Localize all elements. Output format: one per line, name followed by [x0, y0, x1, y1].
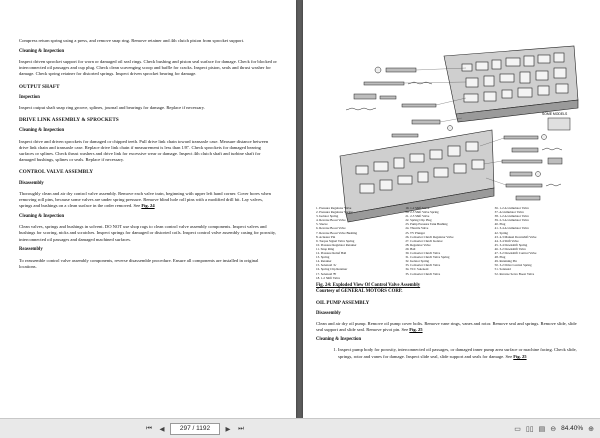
legend-item: 17. Solenoid 'B': [316, 271, 337, 276]
legend-mid-col: [405, 206, 488, 280]
page-number-input[interactable]: 297 / 1192: [170, 423, 220, 435]
legend-item: 28. Regulator Valve: [405, 242, 431, 247]
legend-item: 44. 3-4 Shift Valve: [494, 238, 519, 243]
legend-item: 42. Spring: [494, 230, 508, 235]
fig-25-link[interactable]: Fig. 25: [409, 327, 423, 333]
figure-legend: [316, 206, 578, 280]
legend-item: 5. Sleeve: [316, 222, 328, 227]
output-inspection-heading: Inspection: [19, 94, 40, 100]
legend-item: 34. TCC Solenoid: [405, 267, 429, 272]
legend-item: 43. 4-3 Manual Downshift Valve: [494, 234, 537, 239]
legend-item: 1. Pressure Regulator Valve: [316, 206, 352, 210]
view-controls: [514, 422, 594, 435]
intro-text: Compress return spring using a press, and remove snap ring. Remove retainer and 4th clutch piston from sprocket support.: [19, 38, 245, 43]
zoom-in-icon[interactable]: ⊕: [588, 425, 594, 433]
disassembly-heading: Disassembly: [19, 180, 44, 186]
legend-item: 33. Converter Clutch Valve: [405, 263, 441, 268]
two-page-icon[interactable]: ▯▯: [525, 425, 534, 433]
legend-right-col: [495, 206, 578, 280]
legend-item: 37. Accumulator Valve: [494, 210, 524, 215]
list-item: [338, 347, 578, 359]
output-inspection-text: Inspect output shaft snap ring groove, splines, journal and bearings for damage. Replace if necessary.: [19, 105, 205, 111]
legend-item: 52. Reverse Servo Boost Valve: [494, 271, 535, 276]
legend-item: 31. Converter Clutch Valve Spring: [405, 255, 450, 260]
legend-left-col: [316, 206, 399, 280]
legend-item: 11. Snap Ring: [316, 246, 335, 251]
viewer-toolbar: [0, 418, 600, 438]
legend-item: 6. Reverse Boost Valve: [316, 226, 346, 231]
oil-pump-ci-list: [316, 347, 578, 359]
legend-item: 9. Torque Signal Valve Spring: [316, 238, 355, 243]
legend-item: 16. Spring Clip Retainer: [316, 267, 348, 272]
disassembly-paragraph: [19, 191, 277, 210]
legend-item: 48. Plug: [494, 255, 506, 260]
legend-item: 10. Pressure Regulator Retainer: [316, 242, 357, 247]
upper-left-parts: [346, 67, 453, 137]
legend-item: 41. 3-4 Accumulator Valve: [494, 226, 529, 231]
control-valve-heading: CONTROL VALVE ASSEMBLY: [19, 169, 94, 176]
legend-item: 24. Throttle Valve: [405, 226, 429, 231]
zoom-level[interactable]: 84.40%: [561, 425, 584, 432]
fig-25-link-2[interactable]: Fig. 25: [513, 353, 527, 359]
oil-pump-ci-text: Inspect pump body for porosity, interconnected oil passages, or damaged inner pump area surface or machine facing. Check slide, springs, rotor and vanes for damage. Inspect slide seal, slide support and seals for damage. See: [338, 347, 577, 359]
legend-item: 20. 2-3 Shift Valve Spring: [405, 210, 439, 215]
fig-24-link[interactable]: Fig. 24: [141, 203, 155, 209]
reassembly-text: To reassemble control valve assembly components, reverse disassemble procedure. Ensure all components are installed in original locations.: [19, 257, 259, 269]
legend-item: 2. Pressure Regulator Spring: [316, 210, 353, 215]
drive-link-heading: DRIVE LINK ASSEMBLY & SPROCKETS: [19, 117, 119, 124]
cleaning-text: Inspect driven sprocket support for worn or damaged oil seal rings. Check bushing and piston seal surface for damage. Check for blocked or interconnected oil passages and cup plug. Check clean scavenging scoop and baffle for cracks. Inspect piston, seals and thrust washer for damage. Check spring retainer for distorted springs. Inspect driven sprocket bearing for damage.: [19, 59, 277, 77]
next-page-icon[interactable]: ▶: [225, 425, 231, 433]
legend-item: 19. 1-2 Shift Valve: [405, 206, 430, 210]
fit-width-icon[interactable]: ▤: [538, 425, 546, 433]
legend-item: 51. Solenoid: [494, 267, 511, 272]
oil-pump-disassembly-heading: Disassembly: [316, 310, 341, 316]
cv-ci-heading: Cleaning & Inspection: [19, 214, 65, 220]
oil-pump-ci-heading: Cleaning & Inspection: [316, 337, 362, 343]
figure-courtesy: Courtesy of GENERAL MOTORS CORP.: [316, 289, 403, 295]
last-page-icon[interactable]: ⏭: [238, 424, 244, 432]
reassembly-heading: Reassembly: [19, 247, 43, 253]
legend-item: 8. Actuator Pin: [316, 234, 336, 239]
page-navigation: [144, 422, 246, 435]
legend-item: 21. 2-3 Shift Valve: [405, 214, 430, 219]
legend-item: 36. 1-2 Accumulator Valve: [494, 206, 529, 210]
oil-pump-disassembly-text: Clean and air dry oil pump. Remove oil pump cover bolts. Remove vane rings, vanes and rotor. Remove seal and springs. Remove slide, slide seal support and slide seal. Remove pivot pin. See: [316, 320, 577, 333]
legend-item: 47. 3-2 Downshift Control Valve: [494, 251, 537, 256]
legend-item: 49. Retaining Pin: [494, 259, 517, 264]
legend-item: 25. TV Plunger: [405, 230, 425, 235]
legend-item: 23. Pump Pressure Tank Bushing: [405, 222, 448, 227]
right-page-content: [316, 283, 578, 360]
legend-item: 50. 3-2 Drive Control Spring: [494, 263, 532, 268]
legend-item: 46. 3-2 Downshift Valve: [494, 246, 526, 251]
cv-ci-text: Clean valves, springs and bushings in solvent. DO NOT use shop rags to clean control valve assembly components. Inspect valves and bushings for scoring, nicks and scratches. Inspect springs for damaged or distorted coils. Inspect control valve assembly casing for porosity, interconnected oil passages and damaged machined surfaces.: [19, 224, 277, 242]
legend-item: 45. 3-4 Downshift Spring: [494, 242, 528, 247]
legend-item: 14. Retainer: [316, 259, 332, 264]
legend-item: 27. Converter Clutch Isolator: [405, 238, 443, 243]
legend-item: 38. 1-2 Accumulator Valve: [494, 214, 529, 219]
legend-item: 29. Ball: [405, 246, 416, 251]
legend-item: 30. Converter Clutch Valve: [405, 251, 441, 256]
legend-item: 22. Spring Clip Plug: [405, 218, 432, 223]
cleaning-heading: Cleaning & Inspection: [19, 48, 65, 54]
legend-item: 4. Reverse Boost Valve: [316, 218, 346, 223]
first-page-icon[interactable]: ⏮: [146, 424, 152, 432]
lower-right-parts: [502, 118, 570, 200]
legend-item: 40. Plug: [494, 222, 506, 227]
legend-item: 12. Pressure Relief Ball: [316, 251, 347, 256]
upper-valve-body: [444, 46, 578, 122]
left-page-content: [19, 38, 277, 275]
drive-link-text: Inspect drive and driven sprockets for damaged or chipped teeth. Pull drive link chain toward transaxle case. Measure distance between drive link chain and transaxle case. Replace drive link chain if measurement is less than 1/8". Check sprockets for damaged bearing surfaces or splines. Check thrust washers and drive link for excessive wear or damage. Inspect 4th clutch shaft and turbine shaft for damaged bushings, splines or seals. Replace if necessary.: [19, 138, 269, 163]
legend-item: 15. Solenoid 'A': [316, 263, 337, 268]
legend-item: 7. Reverse Boost Valve Bushing: [316, 230, 358, 235]
disassembly-text: Thoroughly clean and air dry control valve assembly. Remove each valve train, beginning with upper left hand corner. Cover bores when removing roll pins, because some valves are under spring pressure. Remove blind hole roll pins with a modified drill bit. Lay valves, springs and bushings on a clean surface in the order removed. See: [19, 190, 271, 209]
legend-item: 39. 2-3 Accumulator Valve: [494, 218, 529, 223]
zoom-out-icon[interactable]: ⊖: [550, 425, 557, 433]
output-shaft-heading: OUTPUT SHAFT: [19, 83, 60, 90]
legend-item: 35. Converter Clutch Valve: [405, 271, 441, 276]
single-page-icon[interactable]: ▭: [514, 425, 521, 433]
legend-item: 32. Isolator Spring: [405, 259, 430, 264]
figure-caption: Fig. 24: Exploded View Of Control Valve Assembly: [316, 283, 421, 288]
oil-pump-heading: OIL PUMP ASSEMBLY: [316, 300, 370, 307]
legend-item: 13. Spring: [316, 255, 330, 260]
legend-item: 18. 1-2 Shift Valve: [316, 275, 341, 280]
oil-pump-disassembly-paragraph: [316, 321, 578, 333]
legend-item: 3. Isolator Spring: [316, 214, 339, 219]
legend-item: 26. Converter Clutch Regulator Valve: [405, 234, 454, 239]
previous-page-icon[interactable]: ◀: [159, 425, 165, 433]
drive-link-ci-heading: Cleaning & Inspection: [19, 128, 65, 134]
scale-note: SOME MODELS: [542, 112, 568, 116]
